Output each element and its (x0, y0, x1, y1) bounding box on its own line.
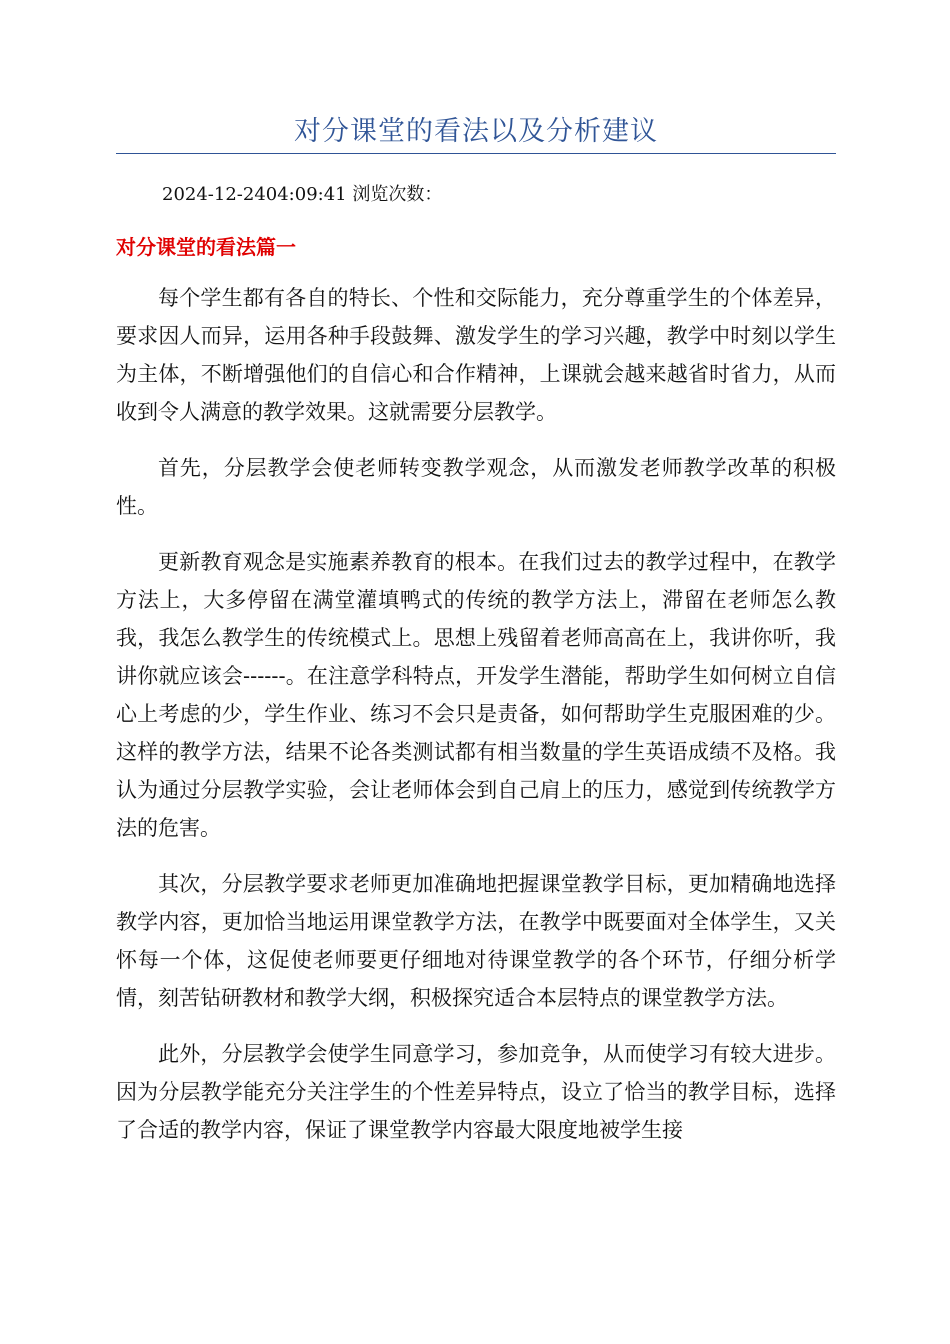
paragraph: 其次，分层教学要求老师更加准确地把握课堂教学目标，更加精确地选择教学内容，更加恰当地运用课堂教学方法，在教学中既要面对全体学生，又关怀每一个体，这促使老师要更仔细地对待课堂教学的各个环节，仔细分析学情，刻苦钻研教材和教学大纲，积极探究适合本层特点的课堂教学方法。 (116, 872, 836, 1010)
paragraph: 首先，分层教学会使老师转变教学观念，从而激发老师教学改革的积极性。 (116, 456, 836, 518)
article-body (116, 279, 836, 1167)
document-title: 对分课堂的看法以及分析建议 (294, 116, 658, 147)
paragraph: 更新教育观念是实施素养教育的根本。在我们过去的教学过程中，在教学方法上，大多停留在满堂灌填鸭式的传统的教学方法上，滞留在老师怎么教我，我怎么教学生的传统模式上。思想上残留着老师高高在上，我讲你听，我讲你就应该会------。在注意学科特点，开发学生潜能，帮助学生如何树立自信心上考虑的少，学生作业、练习不会只是责备，如何帮助学生克服困难的少。这样的教学方法，结果不论各类测试都有相当数量的学生英语成绩不及格。我认为通过分层教学实验，会让老师体会到自己肩上的压力，感觉到传统教学方法的危害。 (116, 550, 836, 840)
section-heading: 对分课堂的看法篇一 (116, 235, 296, 259)
paragraph: 此外，分层教学会使学生同意学习，参加竞争，从而使学习有较大进步。因为分层教学能充分关注学生的个性差异特点，设立了恰当的教学目标，选择了合适的教学内容，保证了课堂教学内容最大限度地被学生接 (116, 1042, 836, 1142)
title-underline (116, 153, 836, 154)
publish-meta: 2024-12-2404:09:41 浏览次数： (162, 184, 443, 205)
paragraph: 每个学生都有各自的特长、个性和交际能力，充分尊重学生的个体差异，要求因人而异，运用各种手段鼓舞、激发学生的学习兴趣，教学中时刻以学生为主体，不断增强他们的自信心和合作精神，上课就会越来越省时省力，从而收到令人满意的教学效果。这就需要分层教学。 (116, 286, 836, 424)
